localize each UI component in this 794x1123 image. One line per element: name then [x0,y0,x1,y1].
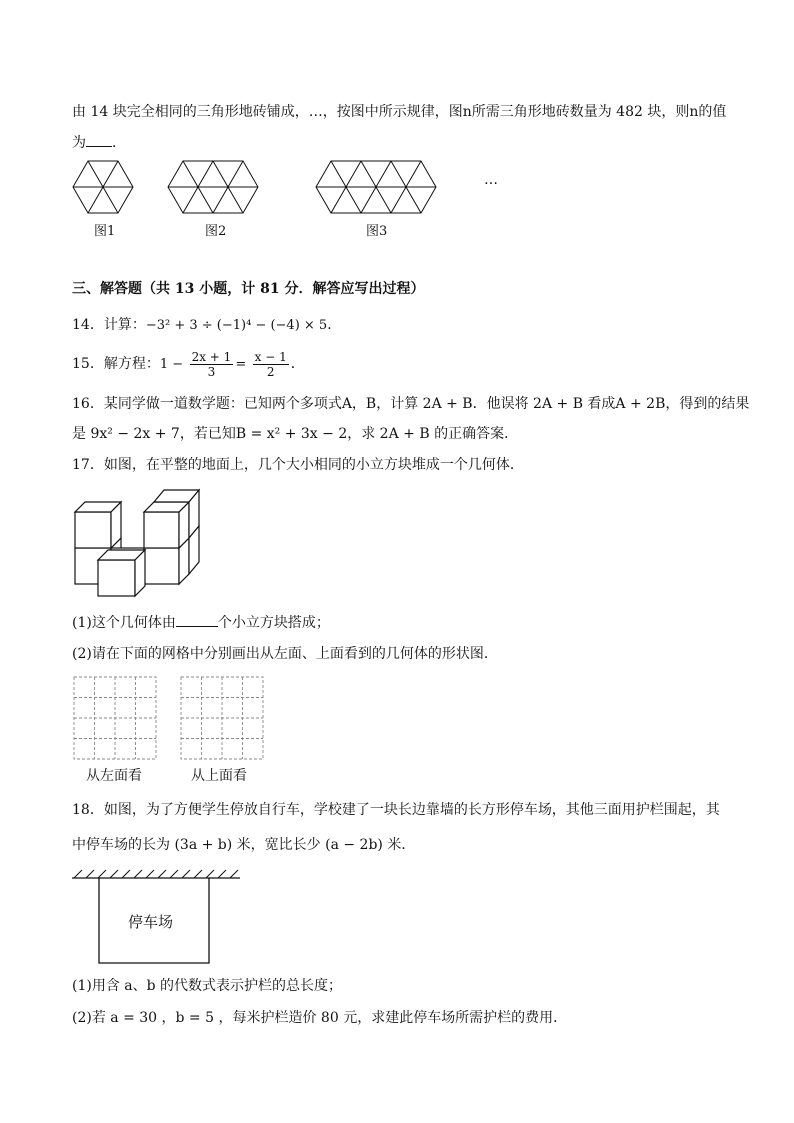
wall-hatching [74,870,238,878]
q14-prefix: 14．计算： [72,317,146,333]
q15-fraction-2-numerator: x − 1 [254,349,287,364]
q15-suffix: ． [290,356,305,372]
q17-part1-suffix: 个小立方块搭成； [217,615,330,631]
figure-1-label: 图1 [94,224,116,239]
q15-fraction-1-numerator: 2x + 1 [191,349,232,364]
q15-prefix: 15．解方程： [72,356,160,372]
figure-3-label: 图3 [366,224,388,239]
q18-line1: 18．如图，为了方便学生停放自行车，学校建了一块长边靠墙的长方形停车场，其他三面用护栏围起，其 [72,802,720,818]
top-view-caption: 从上面看 [191,768,247,784]
q18-part1: (1)用含 a、b 的代数式表示护栏的总长度； [72,978,343,994]
q16-line2: 是 9x² − 2x + 7，若已知B = x² + 3x − 2，求 2A + B 的正确答案． [72,426,519,442]
q16-line1: 16．某同学做一道数学题：已知两个多项式A，B，计算 2A + B．他误将 2A + B 看成A + 2B，得到的结果 [72,396,750,412]
q17-part1-prefix: (1)这个几何体由 [72,615,176,631]
figure-2-label: 图2 [205,224,227,239]
q15-equals: = [235,357,247,372]
q18-line2: 中停车场的长为 (3a + b) 米，宽比长少 (a − 2b) 米． [72,837,416,853]
q17-part2: (2)请在下面的网格中分别画出从左面、上面看到的几何体的形状图． [72,646,498,662]
section-3-title: 三、解答题（共 13 小题，计 81 分．解答应写出过程） [72,281,425,297]
q14-suffix: ． [327,317,342,333]
q13-line2-prefix: 为 [72,135,86,151]
q13-line1: 由 14 块完全相同的三角形地砖铺成，…，按图中所示规律，图n所需三角形地砖数量为 482 块，则n的值 [72,104,727,120]
q18-part2: (2)若 a = 30 ，b = 5 ，每米护栏造价 80 元，求建此停车场所需护栏的费用． [72,1010,568,1026]
figure-ellipsis: … [484,172,498,188]
q15-lead: 1 − [159,357,184,372]
q15-fraction-2-denominator: 2 [266,364,275,379]
q14-expression: −3² + 3 ÷ (−1)⁴ − (−4) × 5 [145,318,328,333]
left-view-caption: 从左面看 [86,768,142,784]
q13-line2-suffix: ． [112,135,126,151]
q17-stem: 17．如图，在平整的地面上，几个大小相同的小立方块堆成一个几何体． [72,457,524,473]
parking-lot-label: 停车场 [128,913,174,931]
q15-fraction-1-denominator: 3 [207,364,216,379]
